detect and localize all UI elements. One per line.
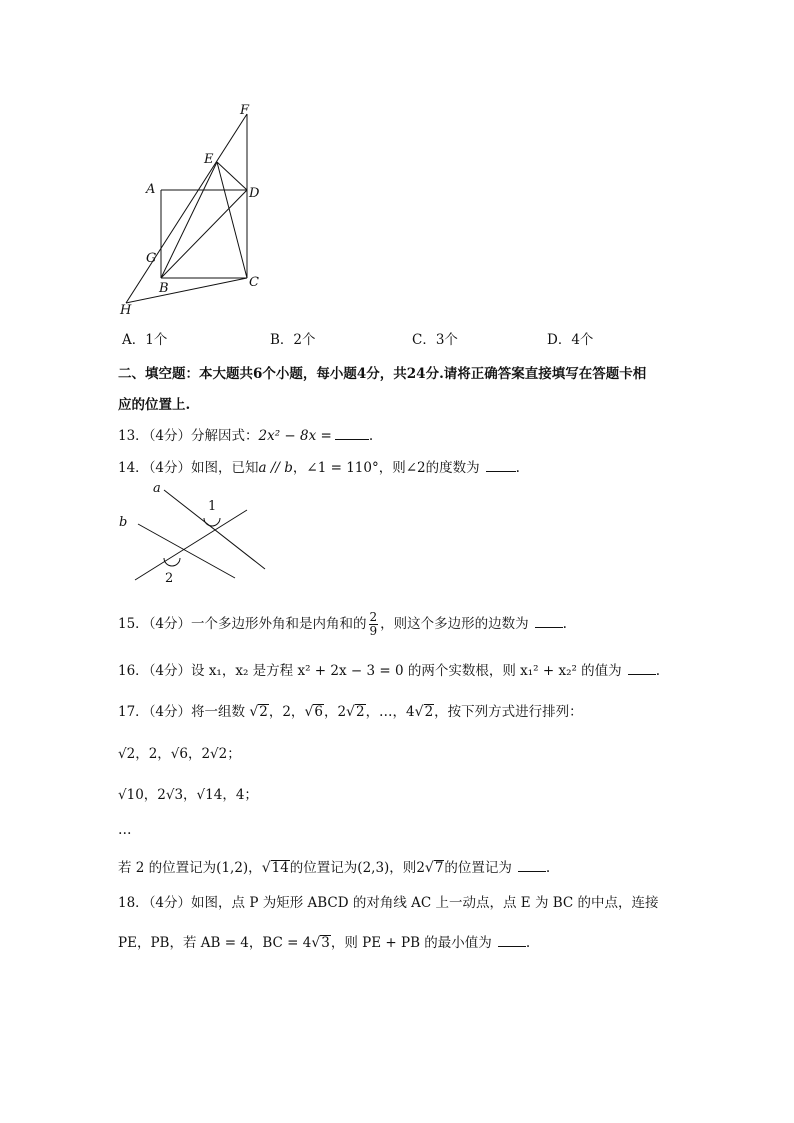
option-c: C．3个	[412, 332, 458, 348]
answer-blank-17[interactable]	[518, 857, 546, 872]
question-17-row-2: √10，2√3，√14，4；	[118, 787, 258, 803]
section-heading: 二、填空题：本大题共6个小题，每小题4分，共24分.请将正确答案直接填写在答题卡相	[118, 366, 647, 382]
question-18: 18．（4分）如图，点 P 为矩形 ABCD 的对角线 AC 上一动点，点 E 为 BC 的中点，连接	[118, 895, 659, 911]
question-16: 16．（4分）设 x₁，x₂ 是方程 x² + 2x − 3 = 0 的两个实数根，则 x₁² + x₂² 的值为 .	[118, 660, 660, 681]
label-B: B	[159, 281, 169, 296]
question-17: 17．（4分）将一组数 √2，2，√6，2√2，…，4√2，按下列方式进行排列：	[118, 704, 583, 720]
fraction: $\frac{2}{9}$	[369, 610, 378, 638]
label-C: C	[249, 275, 259, 290]
geometry-figure-1	[110, 100, 280, 320]
section-heading-2: 应的位置上.	[118, 397, 191, 413]
question-15: 15．（4分）一个多边形外角和是内角和的 $\frac{2}{9}$ ，则这个多边形的边数为 .	[118, 610, 567, 638]
question-17-line-5: 若 2 的位置记为(1,2)，√14的位置记为(2,3)，则2√7的位置记为 .	[118, 857, 550, 878]
answer-blank-18[interactable]	[498, 932, 526, 947]
label-F: F	[240, 103, 250, 118]
label-H: H	[120, 303, 132, 318]
option-a: A．1个	[122, 332, 168, 348]
line-b-label: b	[119, 515, 128, 530]
answer-blank-13[interactable]	[335, 425, 369, 440]
label-G: G	[146, 251, 157, 266]
option-d: D．4个	[547, 332, 594, 348]
question-17-ellipsis: …	[118, 822, 132, 838]
label-A: A	[146, 182, 156, 197]
parallel-lines-figure	[110, 478, 280, 590]
answer-blank-14[interactable]	[486, 457, 516, 472]
angle-2-label: 2	[165, 571, 174, 586]
question-13: 13．（4分）分解因式：2x² − 8x = .	[118, 425, 373, 446]
angle-1-label: 1	[208, 499, 217, 514]
question-17-row-1: √2，2，√6，2√2；	[118, 746, 241, 762]
label-E: E	[204, 152, 214, 167]
question-18-line-2: PE，PB，若 AB = 4，BC = 4√3，则 PE + PB 的最小值为 .	[118, 932, 530, 953]
question-14: 14．（4分）如图，已知a // b，∠1 = 110°，则∠2的度数为 .	[118, 457, 520, 478]
answer-blank-15[interactable]	[535, 613, 563, 628]
label-D: D	[249, 186, 260, 201]
line-a-label: a	[153, 481, 161, 496]
option-b: B．2个	[270, 332, 316, 348]
answer-blank-16[interactable]	[628, 660, 656, 675]
